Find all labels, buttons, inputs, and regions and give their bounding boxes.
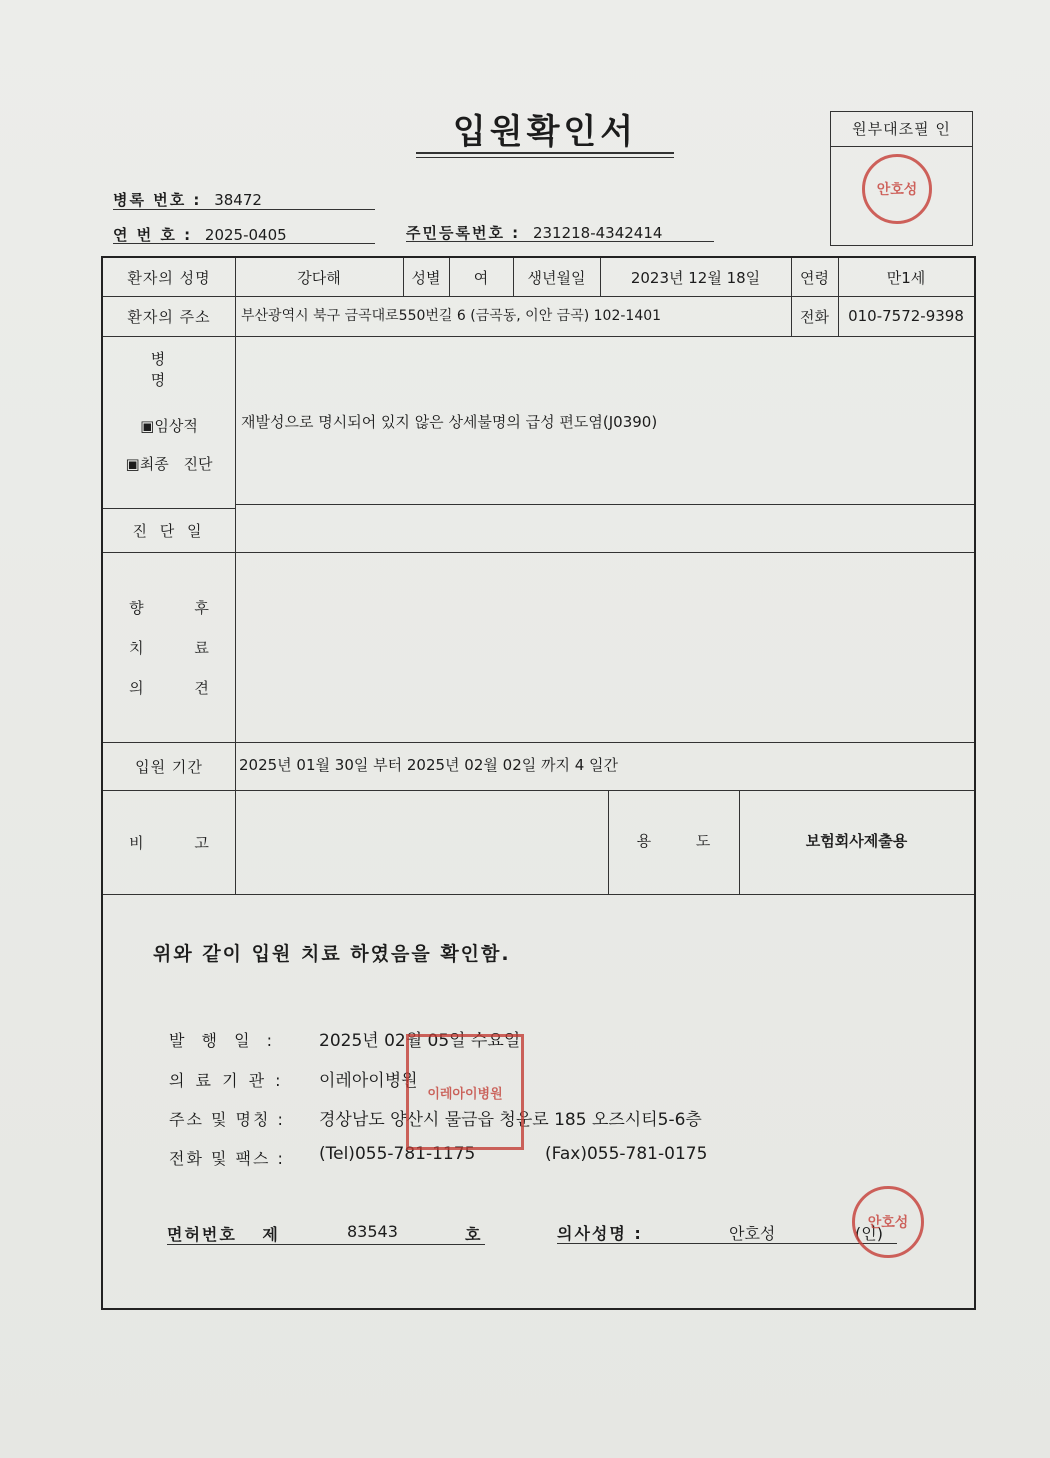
- resident-no-row: [406, 222, 662, 243]
- admission-period-value: 2025년 01월 30일 부터 2025년 02월 02일 까지 4 일간: [239, 755, 619, 774]
- sex-value: 여: [473, 268, 489, 287]
- hospital-seal: [406, 1034, 524, 1150]
- doctor-seal-text: 안호성: [867, 1215, 909, 1231]
- hospital-tel: (Tel)055-781-1175: [319, 1144, 476, 1164]
- final-diagnosis-checkbox-label: ▣최종 진단: [125, 454, 213, 473]
- diagnosis-date-label: 진 단 일: [132, 521, 206, 540]
- remarks-label: 비 고: [129, 833, 209, 852]
- resident-no-value: 231218-4342414: [532, 224, 663, 242]
- dob-value: 2023년 12월 18일: [630, 268, 761, 287]
- institution-label: 의 료 기 관 :: [169, 1071, 284, 1090]
- confirmation-statement: 위와 같이 입원 치료 하였음을 확인함.: [153, 942, 511, 965]
- resident-no-underline: [406, 241, 714, 242]
- sex-label: 성별: [411, 268, 441, 287]
- address-name-label: 주소 및 명칭 :: [169, 1110, 285, 1129]
- title-underline-thin: [416, 157, 674, 158]
- issue-date-value: 2025년 02월 05일 수요일: [319, 1031, 521, 1051]
- record-no-underline: [113, 209, 375, 210]
- confirm-box-label: 원부대조필 인: [831, 112, 972, 147]
- phone-fax-label: 전화 및 팩스 :: [169, 1149, 285, 1168]
- doctor-underline: [557, 1243, 897, 1244]
- document-title: 입원확인서: [452, 112, 638, 152]
- col-divider: [235, 258, 236, 894]
- issue-date-label: 발 행 일 :: [169, 1031, 279, 1050]
- address-value: 부산광역시 북구 금곡대로550번길 6 (금곡동, 이안 금곡) 102-1401: [241, 308, 662, 324]
- opinion-label-1: 향 후: [129, 598, 209, 617]
- license-underline: [167, 1244, 485, 1245]
- confirm-seal-text: 안호성: [876, 182, 918, 198]
- confirm-seal: [862, 154, 932, 224]
- serial-no-row: [113, 224, 287, 245]
- doctor-name: 안호성: [729, 1224, 776, 1243]
- row-divider: [103, 552, 974, 553]
- opinion-value: [241, 558, 961, 738]
- record-no-value: 38472: [214, 191, 262, 209]
- title-underline: [416, 152, 674, 154]
- license-label: 면허번호 제: [167, 1225, 280, 1244]
- patient-name: 강다해: [297, 268, 341, 287]
- serial-no-value: 2025-0405: [204, 226, 287, 244]
- diagnosis-text: 재발성으로 명시되어 있지 않은 상세불명의 급성 편도염(J0390): [241, 412, 658, 431]
- row-divider: [235, 504, 974, 505]
- opinion-label-2: 치 료: [129, 638, 209, 657]
- hospital-fax: (Fax)055-781-0175: [545, 1144, 708, 1164]
- dob-label: 생년월일: [527, 268, 586, 287]
- seal-mark: (인): [855, 1224, 883, 1243]
- address-label: 환자의 주소: [127, 307, 211, 326]
- serial-no-underline: [113, 243, 375, 244]
- record-no-row: [113, 189, 262, 210]
- admission-period-label: 입원 기간: [135, 757, 203, 776]
- purpose-value: 보험회사제출용: [805, 831, 908, 850]
- purpose-label: 용 도: [636, 831, 711, 850]
- license-suffix: 호: [465, 1225, 481, 1244]
- hospital-seal-text: 이레아이병원: [427, 1086, 503, 1102]
- row-divider: [103, 336, 974, 337]
- diagnosis-label: 병 명: [150, 350, 212, 389]
- doctor-seal: [852, 1186, 924, 1258]
- age-value: 만1세: [886, 268, 926, 287]
- patient-name-label: 환자의 성명: [127, 268, 211, 287]
- remarks-value: [241, 790, 601, 894]
- resident-no-label: 주민등록번호 :: [406, 224, 521, 242]
- clinical-checkbox-label: ▣임상적: [140, 416, 198, 435]
- row-divider: [103, 894, 974, 895]
- admission-form: [101, 256, 976, 1310]
- phone-value: 010-7572-9398: [848, 307, 964, 325]
- institution-value: 이레아이병원: [319, 1071, 418, 1091]
- doctor-label: 의사성명 :: [557, 1224, 643, 1243]
- diagnosis-date-value: [241, 508, 961, 552]
- age-label: 연령: [800, 268, 829, 287]
- serial-no-label: 연 번 호 :: [113, 226, 193, 244]
- record-no-label: 병록 번호 :: [113, 191, 202, 209]
- opinion-label-3: 의 견: [129, 678, 209, 697]
- phone-label: 전화: [800, 307, 829, 326]
- license-number: 83543: [347, 1222, 398, 1241]
- hospital-address: 경상남도 양산시 물금읍 청운로 185 오즈시티5-6층: [319, 1110, 702, 1130]
